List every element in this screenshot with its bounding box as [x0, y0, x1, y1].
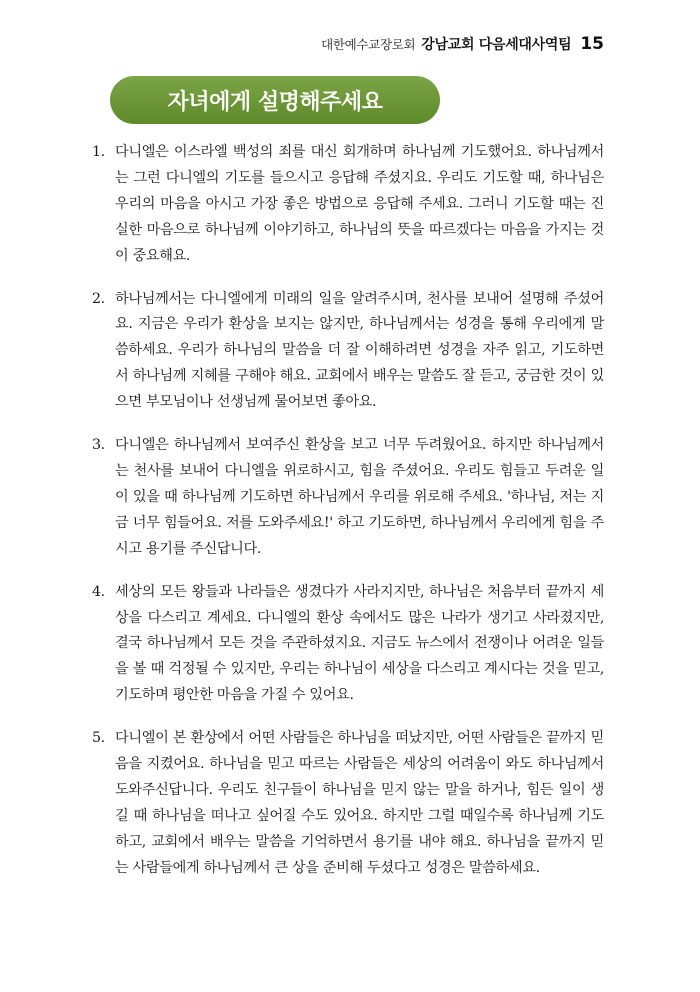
- item-number: 1.: [92, 144, 105, 160]
- list-item: [92, 580, 604, 710]
- item-text: 다니엘은 하나님께서 보여주신 환상을 보고 너무 두려웠어요. 하지만 하나님께서는 천사를 보내어 다니엘을 위로하시고, 힘을 주셨어요. 우리도 힘들고 두려운 일이 있을 때 하나님께 기도하면 하나님께서 우리를 위로해 주세요. '하나님, 저는 지금 너무 힘들어요. 저를 도와주세요!' 하고 기도하면, 하나님께서 우리에게 힘을 주시고 용기를 주신답니다.: [115, 437, 604, 557]
- item-number: 2.: [92, 290, 105, 307]
- item-number: 4.: [92, 583, 105, 600]
- item-number: 5.: [92, 730, 105, 747]
- item-text: 다니엘이 본 환상에서 어떤 사람들은 하나님을 떠났지만, 어떤 사람들은 끝까지 믿음을 지켰어요. 하나님을 믿고 따르는 사람들은 세상의 어려움이 와도 하나님께서 도와주신답니다. 우리도 친구들이 하나님을 믿지 않는 말을 하거나, 힘든 일이 생길 때 하나님을 떠나고 싶어질 수도 있어요. 하지만 그럴 때일수록 하나님께 기도하고, 교회에서 배우는 말씀을 기억하면서 용기를 내야 해요. 하나님을 끝까지 믿는 사람들에게 하나님께서 큰 상을 준비해 두셨다고 성경은 말씀하세요.: [115, 730, 604, 876]
- page-header: [321, 34, 604, 54]
- item-number: 3.: [92, 437, 105, 454]
- explanation-list: [92, 140, 604, 899]
- list-item: [92, 726, 604, 881]
- item-text: 다니엘은 이스라엘 백성의 죄를 대신 회개하며 하나님께 기도했어요. 하나님께서는 그런 다니엘의 기도를 들으시고 응답해 주셨지요. 우리도 기도할 때, 하나님은 우리의 마음을 아시고 가장 좋은 방법으로 응답해 주세요. 그러니 기도할 때는 진실한 마음으로 하나님께 이야기하고, 하나님의 뜻을 따르겠다는 마음을 가지는 것이 중요해요.: [115, 144, 604, 264]
- organization-name: 대한예수교장로회: [321, 37, 416, 52]
- section-title: 자녀에게 설명해주세요: [167, 89, 383, 115]
- team-name: 강남교회 다음세대사역팀: [421, 37, 572, 53]
- list-item: [92, 433, 604, 563]
- section-title-banner: [110, 76, 440, 124]
- page-number: 15: [580, 34, 604, 54]
- list-item: [92, 287, 604, 417]
- item-text: 하나님께서는 다니엘에게 미래의 일을 알려주시며, 천사를 보내어 설명해 주셨어요. 지금은 우리가 환상을 보지는 않지만, 하나님께서는 성경을 통해 우리에게 말씀하세요. 우리가 하나님의 말씀을 더 잘 이해하려면 성경을 자주 읽고, 기도하면서 하나님께 지혜를 구해야 해요. 교회에서 배우는 말씀도 잘 듣고, 궁금한 것이 있으면 부모님이나 선생님께 물어보면 좋아요.: [115, 290, 604, 411]
- item-text: 세상의 모든 왕들과 나라들은 생겼다가 사라지지만, 하나님은 처음부터 끝까지 세상을 다스리고 계세요. 다니엘의 환상 속에서도 많은 나라가 생기고 사라졌지만, 결국 하나님께서 모든 것을 주관하셨지요. 지금도 뉴스에서 전쟁이나 어려운 일들을 볼 때 걱정될 수 있지만, 우리는 하나님이 세상을 다스리고 계시다는 것을 믿고, 기도하며 평안한 마음을 가질 수 있어요.: [115, 583, 604, 704]
- list-item: [92, 140, 604, 270]
